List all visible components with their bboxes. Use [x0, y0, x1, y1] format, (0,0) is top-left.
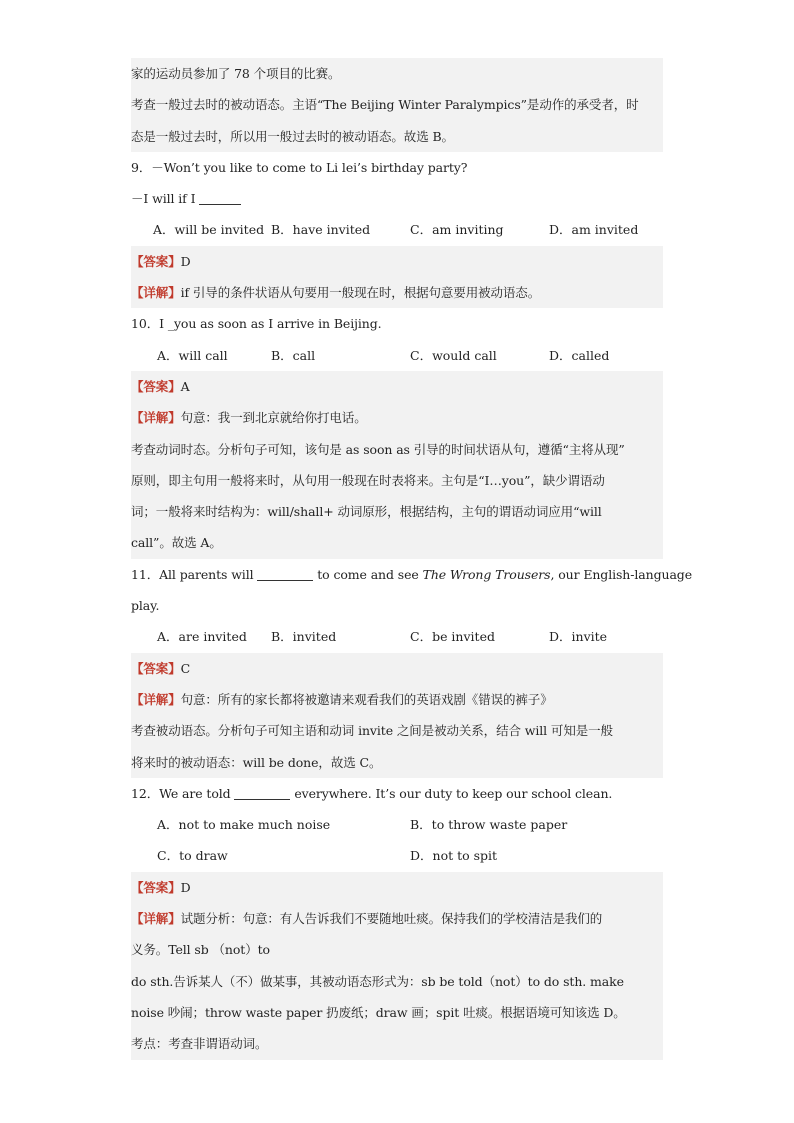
play-title: The Wrong Trousers: [422, 566, 551, 582]
question-9-stem-2: －I will if I: [131, 183, 663, 214]
answer-line: [131, 246, 663, 277]
question-9-stem: 9．－Won’t you like to come to Li lei’s birthday party?: [131, 159, 468, 175]
question-11-stem-2: play.: [131, 598, 160, 614]
option-c: C．to draw: [157, 848, 228, 864]
question-11-options: [131, 621, 663, 652]
question-9-options: [131, 214, 663, 245]
option-b: B．have invited: [271, 222, 371, 238]
question-12-options-row-1: [131, 809, 663, 840]
answer-value: D: [180, 879, 191, 895]
option-c: C．am inviting: [410, 222, 504, 238]
option-a: A．will be invited: [153, 222, 265, 238]
explanation-line: 将来时的被动语态：will be done，故选 C。: [131, 747, 663, 778]
explanation-line: noise 吵闹；throw waste paper 扔废纸；draw 画；spit 吐痰。根据语境可知该选 D。: [131, 997, 663, 1028]
answer-tag: 【答案】: [131, 660, 181, 676]
option-b: B．to throw waste paper: [410, 817, 568, 833]
option-d: D．am invited: [549, 222, 639, 238]
explanation-line: 词；一般将来时结构为：will/shall+ 动词原形，根据结构，主句的谓语动词应用“will: [131, 496, 663, 527]
answer-blank: [234, 785, 290, 800]
detail-line: 【详解】if 引导的条件状语从句要用一般现在时，根据句意要用被动语态。: [131, 277, 663, 308]
answer-blank: [257, 566, 313, 581]
question-12-stem: 12．We are told everywhere. It’s our duty to keep our school clean.: [131, 785, 613, 801]
answer-blank: [199, 190, 241, 205]
option-d: D．called: [549, 347, 610, 363]
answer-line: [131, 371, 663, 402]
option-d: D．invite: [549, 629, 608, 645]
question-11-stem: 11．All parents will to come and see The Wrong Trousers, our English-language: [131, 566, 692, 582]
question-12-options-row-2: [131, 840, 663, 871]
explanation-line: 考查一般过去时的被动语态。主语“The Beijing Winter Paralympics”是动作的承受者，时: [131, 89, 663, 120]
explanation-line: do sth.告诉某人（不）做某事，其被动语态形式为：sb be told（not）to do sth. make: [131, 966, 663, 997]
answer-line: [131, 653, 663, 684]
explanation-line: 原则，即主句用一般将来时，从句用一般现在时表将来。主句是“I…you”，缺少谓语动: [131, 465, 663, 496]
detail-tag: 【详解】: [131, 911, 181, 927]
option-b: B．call: [271, 347, 316, 363]
answer-value: C: [180, 660, 191, 676]
answer-tag: 【答案】: [131, 253, 181, 269]
option-c: C．be invited: [410, 629, 495, 645]
detail-line: 【详解】句意：我一到北京就给你打电话。: [131, 402, 663, 433]
explanation-line: 态是一般过去时，所以用一般过去时的被动语态。故选 B。: [131, 121, 663, 152]
answer-value: A: [180, 378, 190, 394]
answer-value: D: [180, 253, 191, 269]
explanation-line: 家的运动员参加了 78 个项目的比赛。: [131, 58, 663, 89]
explanation-line: 考查动词时态。分析句子可知，该句是 as soon as 引导的时间状语从句，遵循“主将从现”: [131, 434, 663, 465]
answer-line: [131, 872, 663, 903]
answer-tag: 【答案】: [131, 378, 181, 394]
option-a: A．are invited: [157, 629, 247, 645]
detail-line: 【详解】句意：所有的家长都将被邀请来观看我们的英语戏剧《错误的裤子》: [131, 684, 663, 715]
option-d: D．not to spit: [410, 848, 498, 864]
question-10-options: [131, 340, 663, 371]
detail-tag: 【详解】: [131, 691, 181, 707]
detail-tag: 【详解】: [131, 410, 181, 426]
explanation-line: call”。故选 A。: [131, 527, 663, 558]
explanation-line: 考查被动语态。分析句子可知主语和动词 invite 之间是被动关系，结合 will 可知是一般: [131, 715, 663, 746]
question-10-stem: 10．I _you as soon as I arrive in Beijing.: [131, 316, 382, 332]
detail-tag: 【详解】: [131, 285, 181, 301]
option-c: C．would call: [410, 347, 497, 363]
option-a: A．will call: [157, 347, 228, 363]
answer-tag: 【答案】: [131, 879, 181, 895]
explanation-line: 义务。Tell sb （not）to: [131, 934, 663, 965]
option-b: B．invited: [271, 629, 337, 645]
explanation-line: 考点：考查非谓语动词。: [131, 1028, 663, 1059]
document-page: [131, 58, 692, 1060]
detail-line: 【详解】试题分析：句意：有人告诉我们不要随地吐痰。保持我们的学校清洁是我们的: [131, 903, 663, 934]
option-a: A．not to make much noise: [157, 817, 331, 833]
